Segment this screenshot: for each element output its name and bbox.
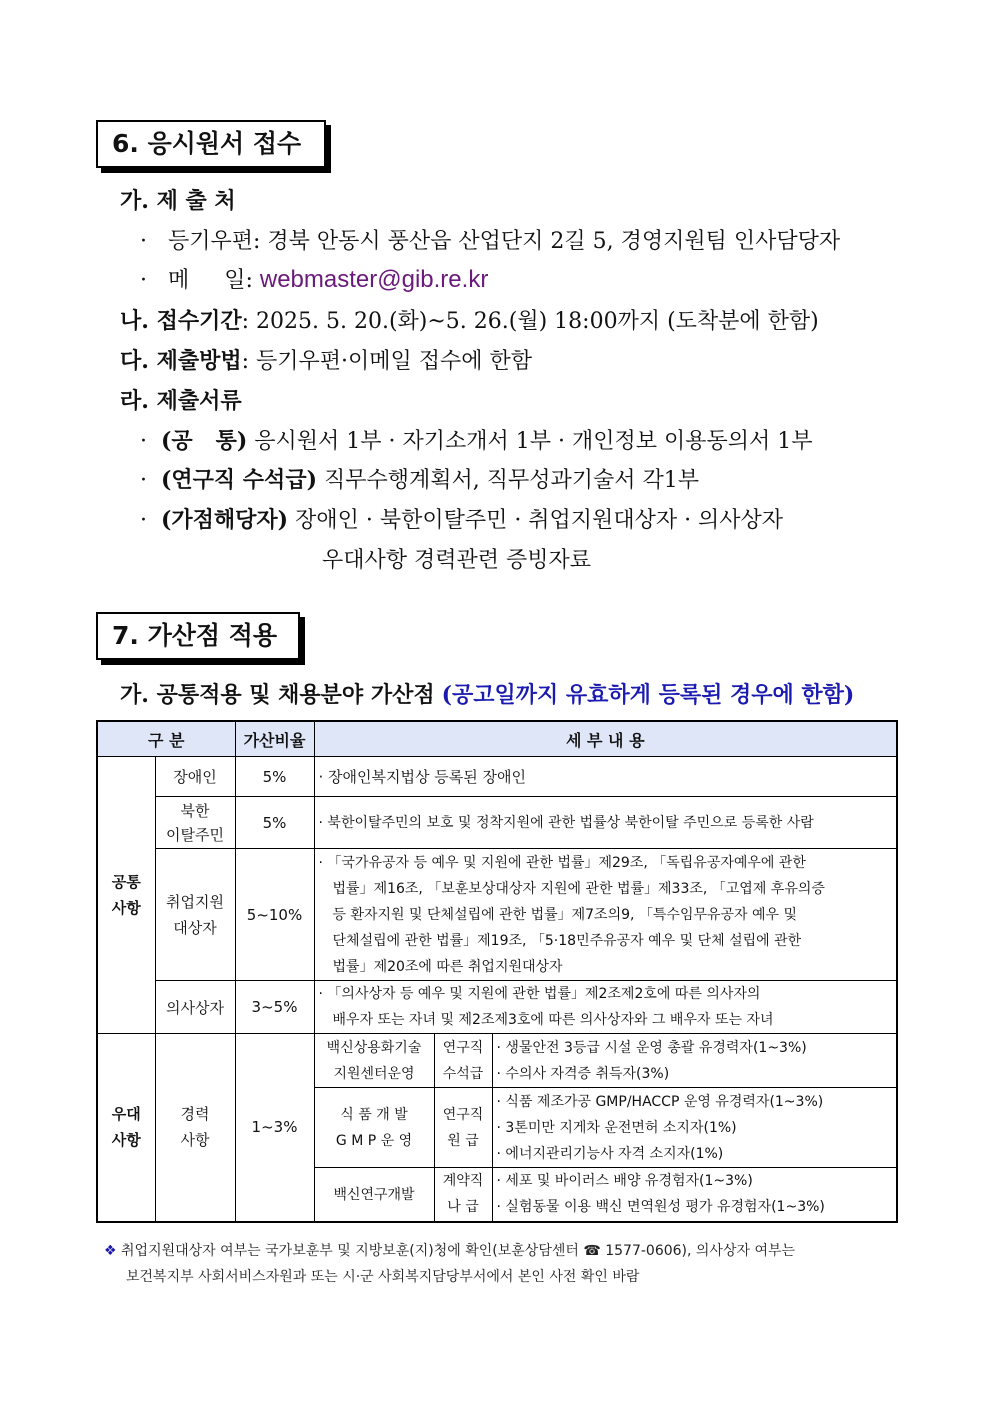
header-rate: 가산비율	[235, 721, 314, 757]
footnote-line2: 보건복지부 사회서비스자원과 또는 시·군 사회복지담당부서에서 본인 사전 확인 바람	[126, 1269, 640, 1285]
footnote-line1: 취업지원대상자 여부는 국가보훈부 및 지방보훈(지)청에 확인(보훈상담센터 ☎ 1577-0606), 의사상자 여부는	[121, 1243, 796, 1259]
email-link[interactable]: webmaster@gib.re.kr	[259, 266, 489, 293]
pref-label: 우대 사항	[97, 1034, 155, 1222]
section7-title: 7. 가산점 적용	[96, 612, 300, 660]
pref-grade: 계약직 나 급	[434, 1168, 492, 1222]
row-detail: · 장애인복지법상 등록된 장애인	[314, 757, 897, 797]
doc-item-label: (공 통)	[160, 428, 248, 454]
row-detail: · 북한이탈주민의 보호 및 정착지원에 관한 법률상 북한이탈 주민으로 등록한 사람	[314, 797, 897, 849]
common-label: 공통 사항	[97, 757, 155, 1034]
table-row	[97, 1034, 897, 1088]
pref-name: 경력 사항	[155, 1034, 235, 1222]
row-rate: 5%	[235, 797, 314, 849]
doc-item-continuation: 우대사항 경력관련 증빙자료	[322, 548, 592, 573]
row-detail: · 생물안전 3등급 시설 운영 총괄 유경력자(1~3%) · 수의사 자격증 취득자(3%)	[492, 1034, 897, 1088]
docs-label: 라. 제출서류	[120, 388, 242, 414]
section6-ga-label: 가. 제 출 처	[120, 188, 236, 214]
table-row	[97, 849, 897, 981]
header-detail: 세 부 내 용	[314, 721, 897, 757]
pref-grade: 연구직 원 급	[434, 1088, 492, 1168]
pref-center: 백신상용화기술 지원센터운영	[314, 1034, 434, 1088]
mail-label: 등기우편:	[167, 229, 261, 254]
row-rate: 3~5%	[235, 981, 314, 1034]
section7-ga-row	[120, 678, 854, 709]
doc-item: · (공 통) 응시원서 1부 · 자기소개서 1부 · 개인정보 이용동의서 1부	[140, 428, 813, 454]
section7-ga-label: 가. 공통적용 및 채용분야 가산점	[120, 682, 435, 708]
header-category: 구 분	[97, 721, 235, 757]
row-detail: · 세포 및 바이러스 배양 유경험자(1~3%) · 실험동물 이용 백신 면역원성 평가 유경험자(1~3%)	[492, 1168, 897, 1222]
method-value: : 등기우편·이메일 접수에 한함	[241, 349, 533, 374]
section7-ga-note: (공고일까지 유효하게 등록된 경우에 한함)	[441, 682, 855, 708]
method-row	[120, 344, 532, 375]
table-header-row	[97, 721, 897, 757]
row-detail: · 식품 제조가공 GMP/HACCP 운영 유경력자(1~3%) · 3톤미만 지게차 운전면허 소지자(1%) · 에너지관리기능사 자격 소지자(1%)	[492, 1088, 897, 1168]
table-row	[97, 757, 897, 797]
doc-item-value: 응시원서 1부 · 자기소개서 1부 · 개인정보 이용동의서 1부	[254, 429, 813, 454]
email-label: 메 일:	[167, 268, 253, 293]
row-name: 의사상자	[155, 981, 235, 1034]
doc-item-value: 직무수행계획서, 직무성과기술서 각1부	[323, 468, 699, 493]
row-detail: · 「의사상자 등 예우 및 지원에 관한 법률」제2조제2호에 따른 의사자의 배우자 또는 자녀 및 제2조제3호에 따른 의사상자와 그 배우자 또는 자녀	[314, 981, 897, 1034]
footnote	[104, 1238, 904, 1290]
doc-item-label: (연구직 수석급)	[160, 467, 317, 493]
row-name: 북한 이탈주민	[155, 797, 235, 849]
doc-item: · (연구직 수석급) 직무수행계획서, 직무성과기술서 각1부	[140, 467, 699, 493]
bonus-table	[96, 720, 898, 1223]
diamond-icon: ❖	[104, 1243, 122, 1259]
doc-item-label: (가점해당자)	[160, 507, 289, 533]
email-row	[140, 263, 488, 294]
period-row	[120, 304, 819, 335]
bullet: ·	[140, 229, 161, 254]
doc-item: · (가점해당자) 장애인 · 북한이탈주민 · 취업지원대상자 · 의사상자	[140, 507, 784, 533]
period-value: : 2025. 5. 20.(화)~5. 26.(월) 18:00까지 (도착분에 한함)	[241, 309, 819, 334]
mail-row	[140, 224, 840, 255]
table-row	[97, 981, 897, 1034]
mail-value: 경북 안동시 풍산읍 산업단지 2길 5, 경영지원팀 인사담당자	[267, 229, 841, 254]
pref-rate: 1~3%	[235, 1034, 314, 1222]
row-rate: 5%	[235, 757, 314, 797]
period-label: 나. 접수기간	[120, 308, 242, 334]
doc-item-value: 장애인 · 북한이탈주민 · 취업지원대상자 · 의사상자	[295, 508, 784, 533]
pref-center: 백신연구개발	[314, 1168, 434, 1222]
row-name: 취업지원 대상자	[155, 849, 235, 981]
table-row	[97, 797, 897, 849]
method-label: 다. 제출방법	[120, 348, 242, 374]
row-rate: 5~10%	[235, 849, 314, 981]
pref-center: 식 품 개 발 G M P 운 영	[314, 1088, 434, 1168]
bullet: ·	[140, 268, 161, 293]
pref-grade: 연구직 수석급	[434, 1034, 492, 1088]
row-detail: · 「국가유공자 등 예우 및 지원에 관한 법률」제29조, 「독립유공자예우에 관한 법률」제16조, 「보훈보상대상자 지원에 관한 법률」제33조, 「고엽제 후유의증 등 환자지원 및 단체설립에 관한 법률」제7조의9, 「특수임무유공자 예우 및 단체설립에 관한 법률」제19조, 「5·18민주유공자 예우 및 단체 설립에 관한 법률」제20조에 따른 취업지원대상자	[314, 849, 897, 981]
section6-title: 6. 응시원서 접수	[96, 120, 326, 168]
row-name: 장애인	[155, 757, 235, 797]
